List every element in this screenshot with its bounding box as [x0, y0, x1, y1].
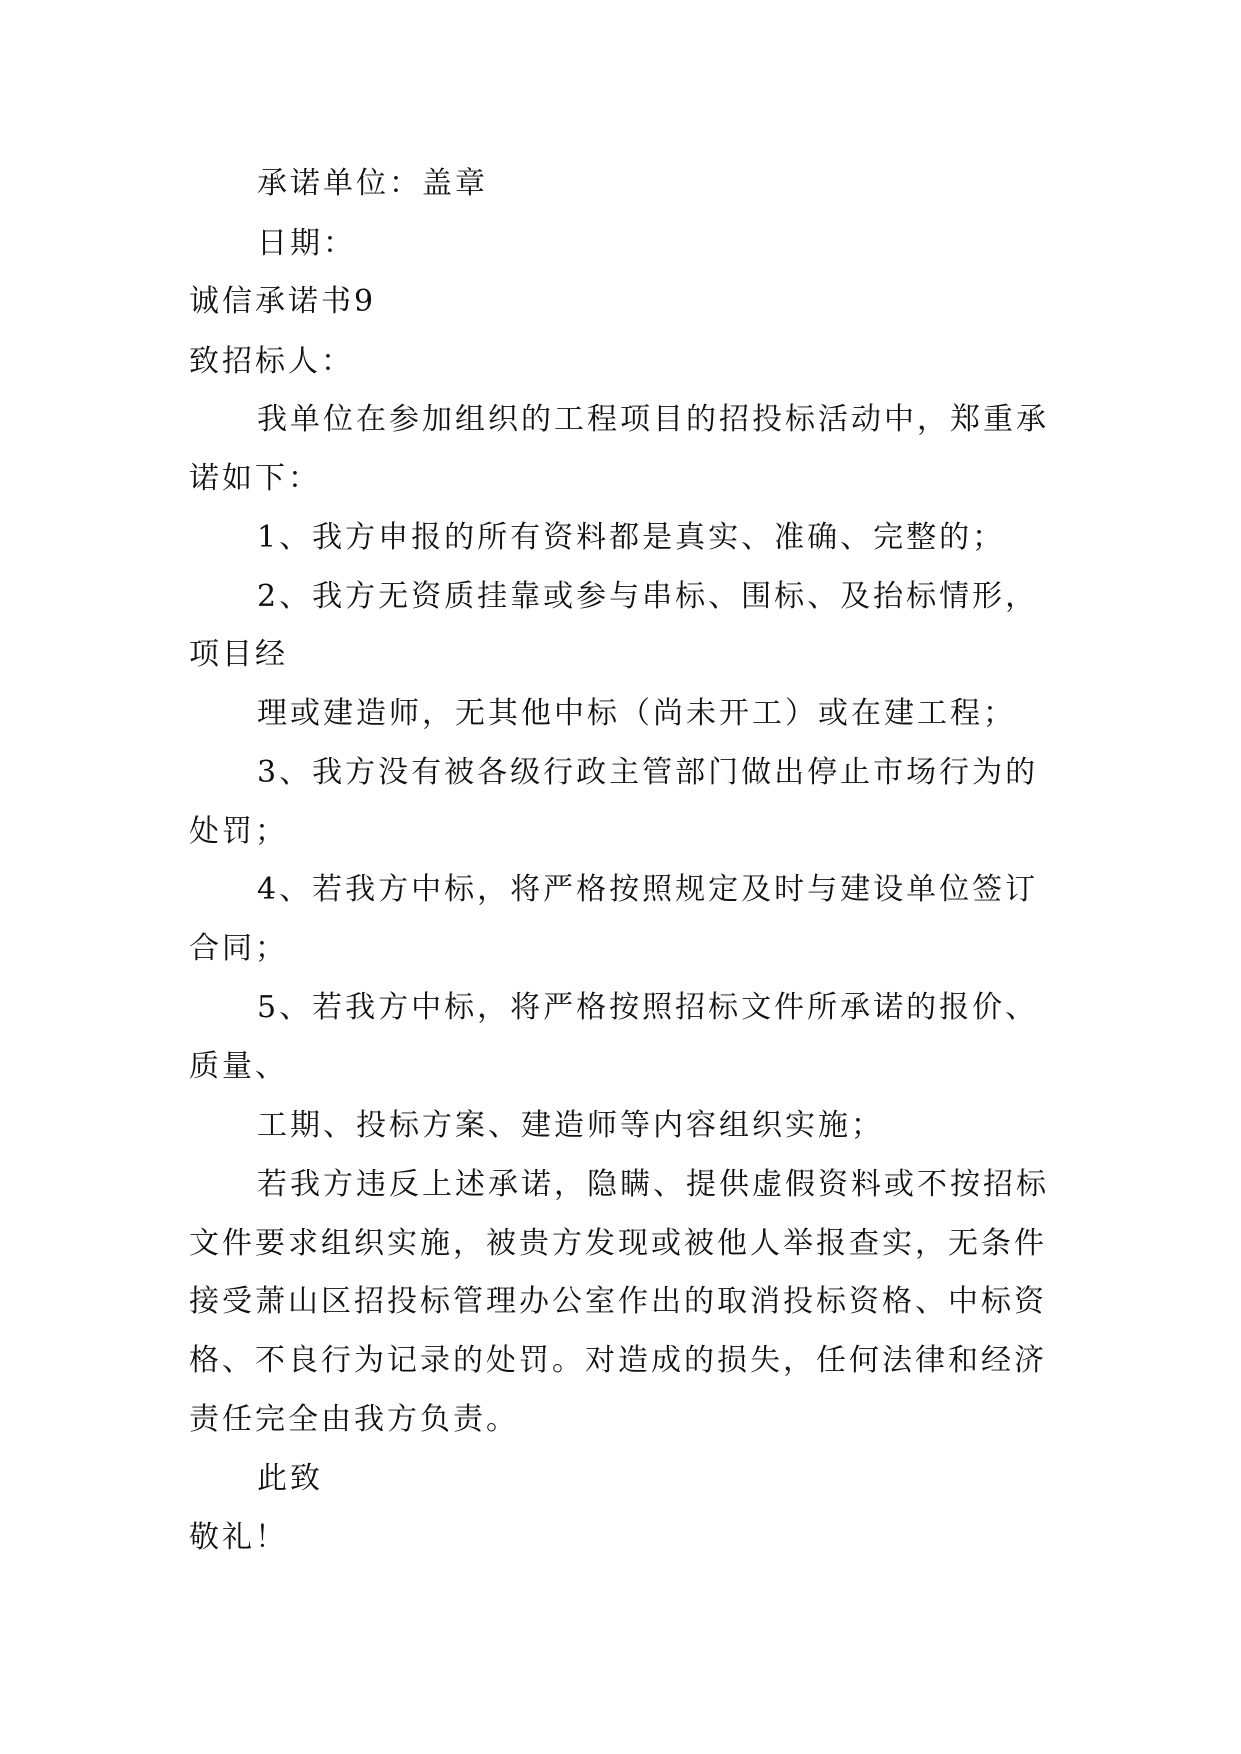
paragraph-line: 理或建造师，无其他中标（尚未开工）或在建工程；	[257, 696, 1016, 731]
paragraph-line: 我单位在参加组织的工程项目的招投标活动中，郑重承	[257, 402, 1049, 437]
commitment-item-4: 4、若我方中标，将严格按照规定及时与建设单位签订	[257, 872, 1039, 907]
paragraph-line: 诺如下：	[189, 461, 321, 496]
paragraph-line: 合同；	[189, 931, 288, 966]
commitment-item-3: 3、我方没有被各级行政主管部门做出停止市场行为的	[257, 755, 1039, 790]
paragraph-line: 格、不良行为记录的处罚。对造成的损失，任何法律和经济	[189, 1343, 1047, 1378]
paragraph-line: 工期、投标方案、建造师等内容组织实施；	[257, 1108, 884, 1143]
paragraph-line: 项目经	[189, 637, 288, 672]
closing-line: 此致	[257, 1461, 323, 1496]
paragraph-line: 文件要求组织实施，被贵方发现或被他人举报查实，无条件	[189, 1226, 1047, 1261]
paragraph-line: 若我方违反上述承诺，隐瞒、提供虚假资料或不按招标	[257, 1167, 1049, 1202]
closing-regards: 敬礼！	[189, 1520, 288, 1555]
paragraph-line: 质量、	[189, 1049, 288, 1084]
commitment-item-1: 1、我方申报的所有资料都是真实、准确、完整的；	[257, 520, 1006, 555]
signature-unit-line: 承诺单位：盖章	[257, 166, 488, 201]
date-line: 日期：	[257, 226, 356, 261]
paragraph-line: 处罚；	[189, 814, 288, 849]
commitment-item-5: 5、若我方中标，将严格按照招标文件所承诺的报价、	[257, 990, 1039, 1025]
salutation: 致招标人：	[189, 344, 354, 379]
paragraph-line: 责任完全由我方负责。	[189, 1402, 519, 1437]
paragraph-line: 接受萧山区招投标管理办公室作出的取消投标资格、中标资	[189, 1284, 1047, 1319]
commitment-item-2: 2、我方无资质挂靠或参与串标、围标、及抬标情形，	[257, 579, 1039, 614]
section-title: 诚信承诺书9	[189, 284, 377, 319]
